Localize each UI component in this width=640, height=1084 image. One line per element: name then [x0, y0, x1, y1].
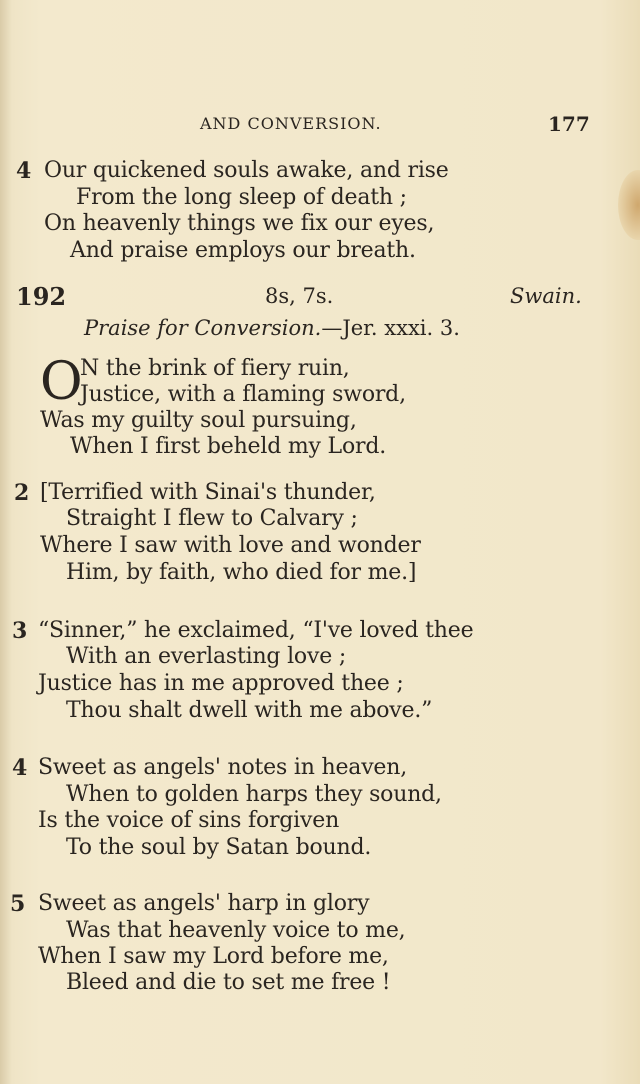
verse-line: Where I saw with love and wonder	[40, 533, 421, 558]
verse-line: Thou shalt dwell with me above.”	[66, 698, 433, 723]
verse-line: Justice, with a flaming sword,	[80, 382, 406, 407]
stanza-number: 4	[16, 158, 32, 184]
hymn-tune: Swain.	[510, 284, 582, 308]
verse-line: Bleed and die to set me free !	[66, 970, 391, 995]
verse-line: Was my guilty soul pursuing,	[40, 408, 357, 433]
verse-line: [Terrified with Sinai's thunder,	[40, 480, 376, 505]
stanza-number: 2	[14, 480, 30, 506]
verse-line: Sweet as angels' harp in glory	[38, 891, 370, 916]
verse-line: With an everlasting love ;	[66, 644, 347, 669]
scripture-reference: —Jer. xxxi. 3.	[321, 316, 460, 340]
verse-line: “Sinner,” he exclaimed, “I've loved thee	[38, 618, 474, 643]
hymn-subtitle	[84, 316, 460, 340]
verse-line: On heavenly things we fix our eyes,	[44, 211, 435, 236]
running-title: AND CONVERSION.	[200, 114, 382, 133]
verse-line: Justice has in me approved thee ;	[38, 671, 404, 696]
stanza-number: 3	[12, 618, 28, 644]
verse-line: When I first beheld my Lord.	[70, 434, 386, 459]
verse-line: Is the voice of sins forgiven	[38, 808, 340, 833]
hymn-meter: 8s, 7s.	[265, 284, 334, 308]
verse-line: When to golden harps they sound,	[66, 782, 442, 807]
verse-line: From the long sleep of death ;	[76, 185, 407, 210]
hymn-title: Praise for Conversion.	[84, 316, 322, 340]
paper-stain	[618, 170, 640, 240]
verse-line: Him, by faith, who died for me.]	[66, 560, 417, 585]
verse-line: Sweet as angels' notes in heaven,	[38, 755, 408, 780]
verse-line: N the brink of fiery ruin,	[80, 356, 350, 381]
verse-line: When I saw my Lord before me,	[38, 944, 389, 969]
stanza-number: 4	[12, 755, 28, 781]
drop-cap: O	[40, 352, 83, 412]
stanza-number: 5	[10, 891, 26, 917]
verse-line: Our quickened souls awake, and rise	[44, 158, 449, 183]
verse-line: Was that heavenly voice to me,	[66, 918, 406, 943]
verse-line: Straight I flew to Calvary ;	[66, 506, 358, 531]
verse-line: And praise employs our breath.	[70, 238, 416, 263]
hymn-number: 192	[16, 282, 67, 311]
verse-line: To the soul by Satan bound.	[66, 835, 372, 860]
page-number: 177	[548, 112, 590, 136]
